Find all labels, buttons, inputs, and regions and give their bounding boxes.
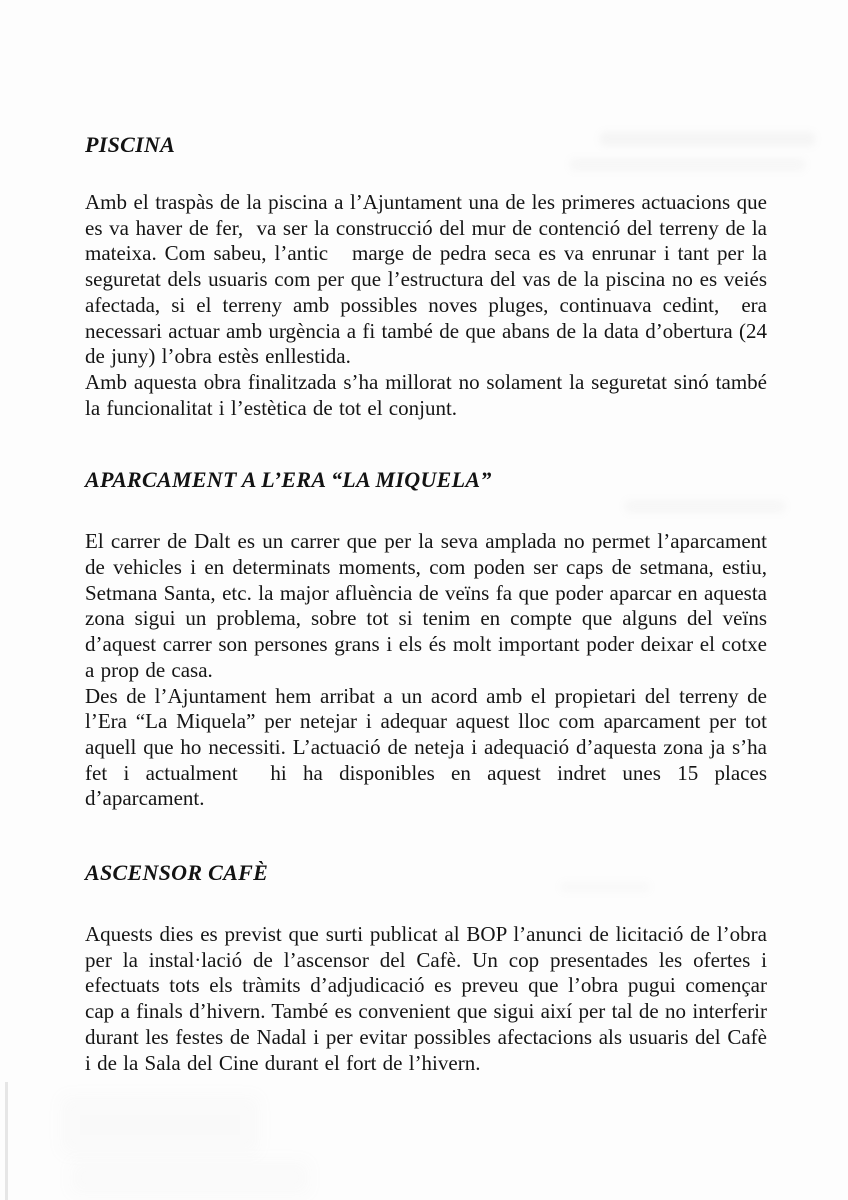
paragraph: Amb aquesta obra finalitzada s’ha millorat no solament la seguretat sinó també la funcionalitat i l’estètica de tot el conjunt. bbox=[85, 369, 774, 420]
section-ascensor bbox=[85, 860, 774, 1076]
section-heading-aparcament: APARCAMENT A L’ERA “LA MIQUELA” bbox=[85, 467, 492, 493]
paragraph: Aquests dies es previst que surti publicat al BOP l’anunci de licitació de l’obra per la instal·lació de l’ascensor del Cafè. Un cop presentades les ofertes i efectuats tots els tràmits d’adjudicació es preveu que l’obra pugui començar cap a finals d’hivern. També es convenient que sigui així per tal de no interferir durant les festes de Nadal i per evitar possibles afectacions als usuaris del Cafè i de la Sala del Cine durant el fort de l’hivern. bbox=[85, 922, 774, 1075]
paragraph: Amb el traspàs de la piscina a l’Ajuntament una de les primeres actuacions que es va haver de fer, va ser la construcció del mur de contenció del terreny de la mateixa. Com sabeu, l’antic marge de pedra seca es va enrunar i tant per la seguretat dels usuaris com per que l’estructura del vas de la piscina no es veiés afectada, si el terreny amb possibles noves pluges, continuava cedint, era necessari actuar amb urgència a fi també de que abans de la data d’obertura (24 de juny) l’obra estès enllestida. bbox=[85, 190, 774, 369]
scan-edge-shadow bbox=[5, 1082, 8, 1200]
document-content bbox=[85, 132, 774, 1076]
section-heading-ascensor: ASCENSOR CAFÈ bbox=[85, 860, 269, 886]
section-heading-piscina: PISCINA bbox=[85, 132, 176, 157]
section-piscina bbox=[85, 132, 774, 421]
paragraph: Des de l’Ajuntament hem arribat a un acord amb el propietari del terreny de l’Era “La Miquela” per netejar i adequar aquest lloc com aparcament per tot aquell que ho necessiti. L’actuació de neteja i adequació d’aquesta zona ja s’ha fet i actualment hi ha disponibles en aquest indret unes 15 places d’aparcament. bbox=[85, 683, 774, 811]
paragraph: El carrer de Dalt es un carrer que per la seva amplada no permet l’aparcament de vehicles i en determinats moments, com poden ser caps de setmana, estiu, Setmana Santa, etc. la major afluència de veïns fa que poder aparcar en aquesta zona sigui un problema, sobre tot si tenim en compte que alguns del veïns d’aquest carrer son persones grans i els és molt important poder deixar el cotxe a prop de casa. bbox=[85, 529, 774, 682]
scan-artifact bbox=[70, 1160, 310, 1195]
scan-artifact bbox=[60, 1095, 260, 1155]
section-aparcament bbox=[85, 467, 774, 812]
